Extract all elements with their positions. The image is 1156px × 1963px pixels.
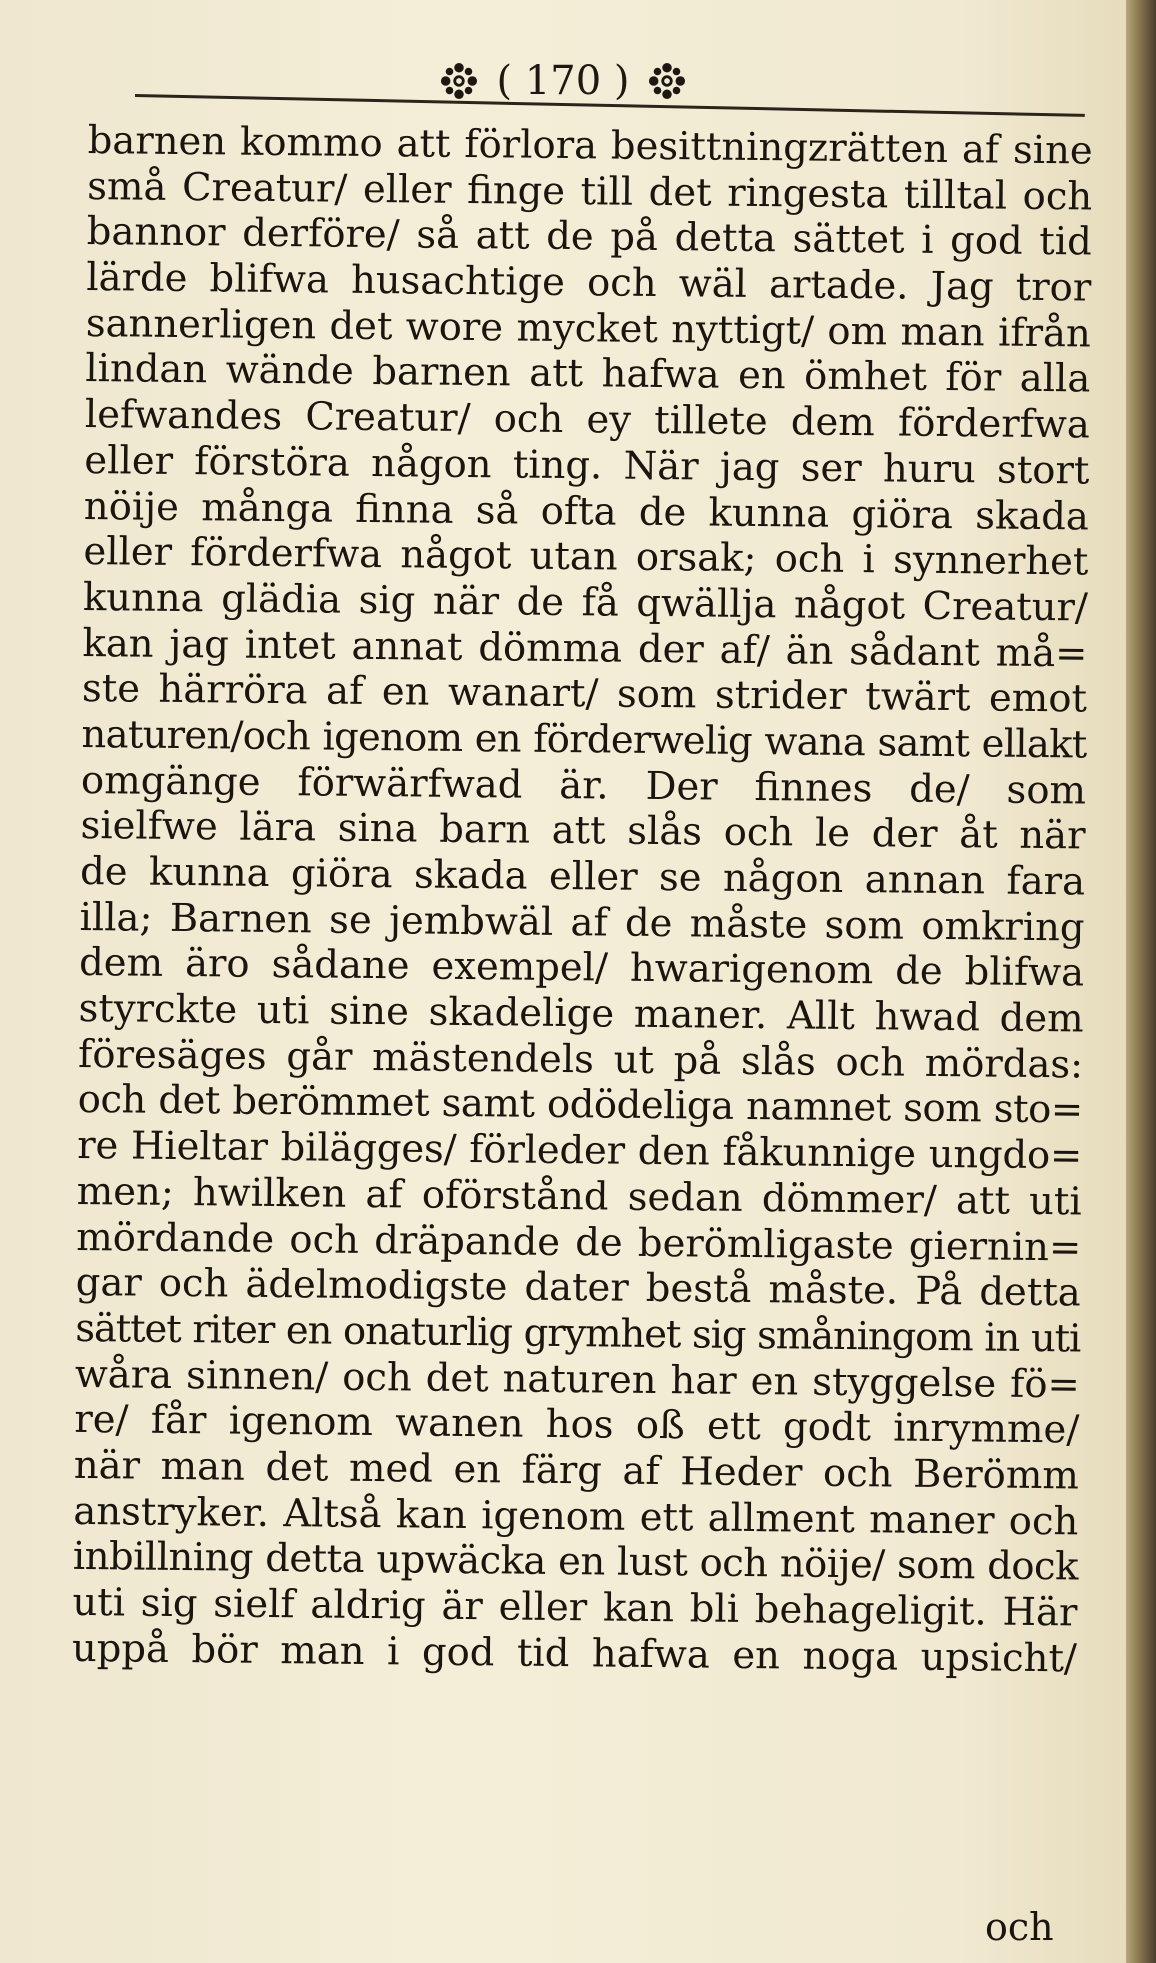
text-line: lefwandes Creatur/ och ey tillete dem förderfwa — [84, 392, 1091, 448]
text-line: ste härröra af en wanart/ som strider twärt emot — [81, 666, 1088, 722]
text-line: kunna glädia sig när de få qwällja något Creatur/ — [82, 574, 1089, 631]
text-line: sättet riter en onaturlig grymhet sig småningom in uti — [75, 1305, 1081, 1362]
text-line: re/ får igenom wanen hos oß ett godt inrymme/ — [74, 1397, 1080, 1453]
text-line: barnen kommo att förlora besittningzrätten af sine — [87, 118, 1093, 174]
text-line: mördande och dräpande de berömligaste giernin= — [76, 1214, 1082, 1270]
text-line: men; hwilken af oförstånd sedan dömmer/ att uti — [76, 1168, 1082, 1225]
text-line: re Hieltar bilägges/ förleder den fåkunnige ungdo= — [77, 1123, 1083, 1179]
catchword: och — [985, 1905, 1054, 1949]
text-line: eller förstöra någon ting. När jag ser huru stort — [84, 437, 1090, 494]
text-line: inbillning detta upwäcka en lust och nöije/ som dock — [72, 1534, 1079, 1590]
page-number: ( 170 ) — [496, 58, 630, 104]
text-line: eller förderfwa något utan orsak; och i synnerhet — [83, 529, 1089, 585]
text-line: lärde blifwa husachtige och wäl artade. Jag tror — [86, 255, 1092, 311]
text-line: styrckte uti sine skadelige maner. Allt hwad dem — [78, 986, 1084, 1042]
text-line: sielfwe lära sina barn att slås och le der åt när — [80, 803, 1086, 859]
flower-ornament-icon — [648, 62, 686, 100]
text-line: de kunna giöra skada eller se någon annan fara — [79, 848, 1086, 905]
text-line: små Creatur/ eller finge till det ringesta tilltal och — [87, 163, 1093, 220]
page-edge — [1126, 0, 1156, 1963]
text-line: och det berömmet samt odödeliga namnet som sto= — [77, 1077, 1083, 1133]
body-text — [72, 118, 1093, 1682]
text-line: wåra sinnen/ och det naturen har en styggelse fö= — [74, 1351, 1081, 1408]
flower-ornament-icon — [440, 62, 478, 100]
text-line: gar och ädelmodigste dater bestå måste. På detta — [75, 1260, 1081, 1316]
text-line: illa; Barnen se jembwäl af de måste som omkring — [79, 894, 1085, 951]
text-line: sannerligen det wore mycket nyttigt/ om man ifrån — [85, 300, 1092, 357]
text-line: bannor derföre/ så att de på detta sättet i god tid — [86, 209, 1092, 265]
text-line: nöije många finna så ofta de kunna giöra skada — [83, 483, 1090, 540]
text-line: lindan wände barnen att hafwa en ömhet för alla — [85, 346, 1091, 402]
text-line: naturen/och igenom en förderwelig wana samt ellakt — [81, 711, 1087, 768]
text-line: föresäges går mästendels ut på slås och mördas: — [77, 1031, 1084, 1088]
text-line: anstryker. Altså kan igenom ett allment maner och — [73, 1488, 1079, 1545]
text-line: dem äro sådane exempel/ hwarigenom de blifwa — [78, 940, 1085, 996]
text-line: när man det med en färg af Heder och Berömm — [73, 1442, 1080, 1499]
text-line: kan jag intet annat dömma der af/ än sådant må= — [82, 620, 1088, 677]
text-line: uppå bör man i god tid hafwa en noga upsicht/ — [71, 1625, 1078, 1682]
text-line: omgänge förwärfwad är. Der finnes de/ som — [80, 757, 1087, 814]
text-line: uti sig sielf aldrig är eller kan bli behageligit. Här — [72, 1579, 1078, 1636]
